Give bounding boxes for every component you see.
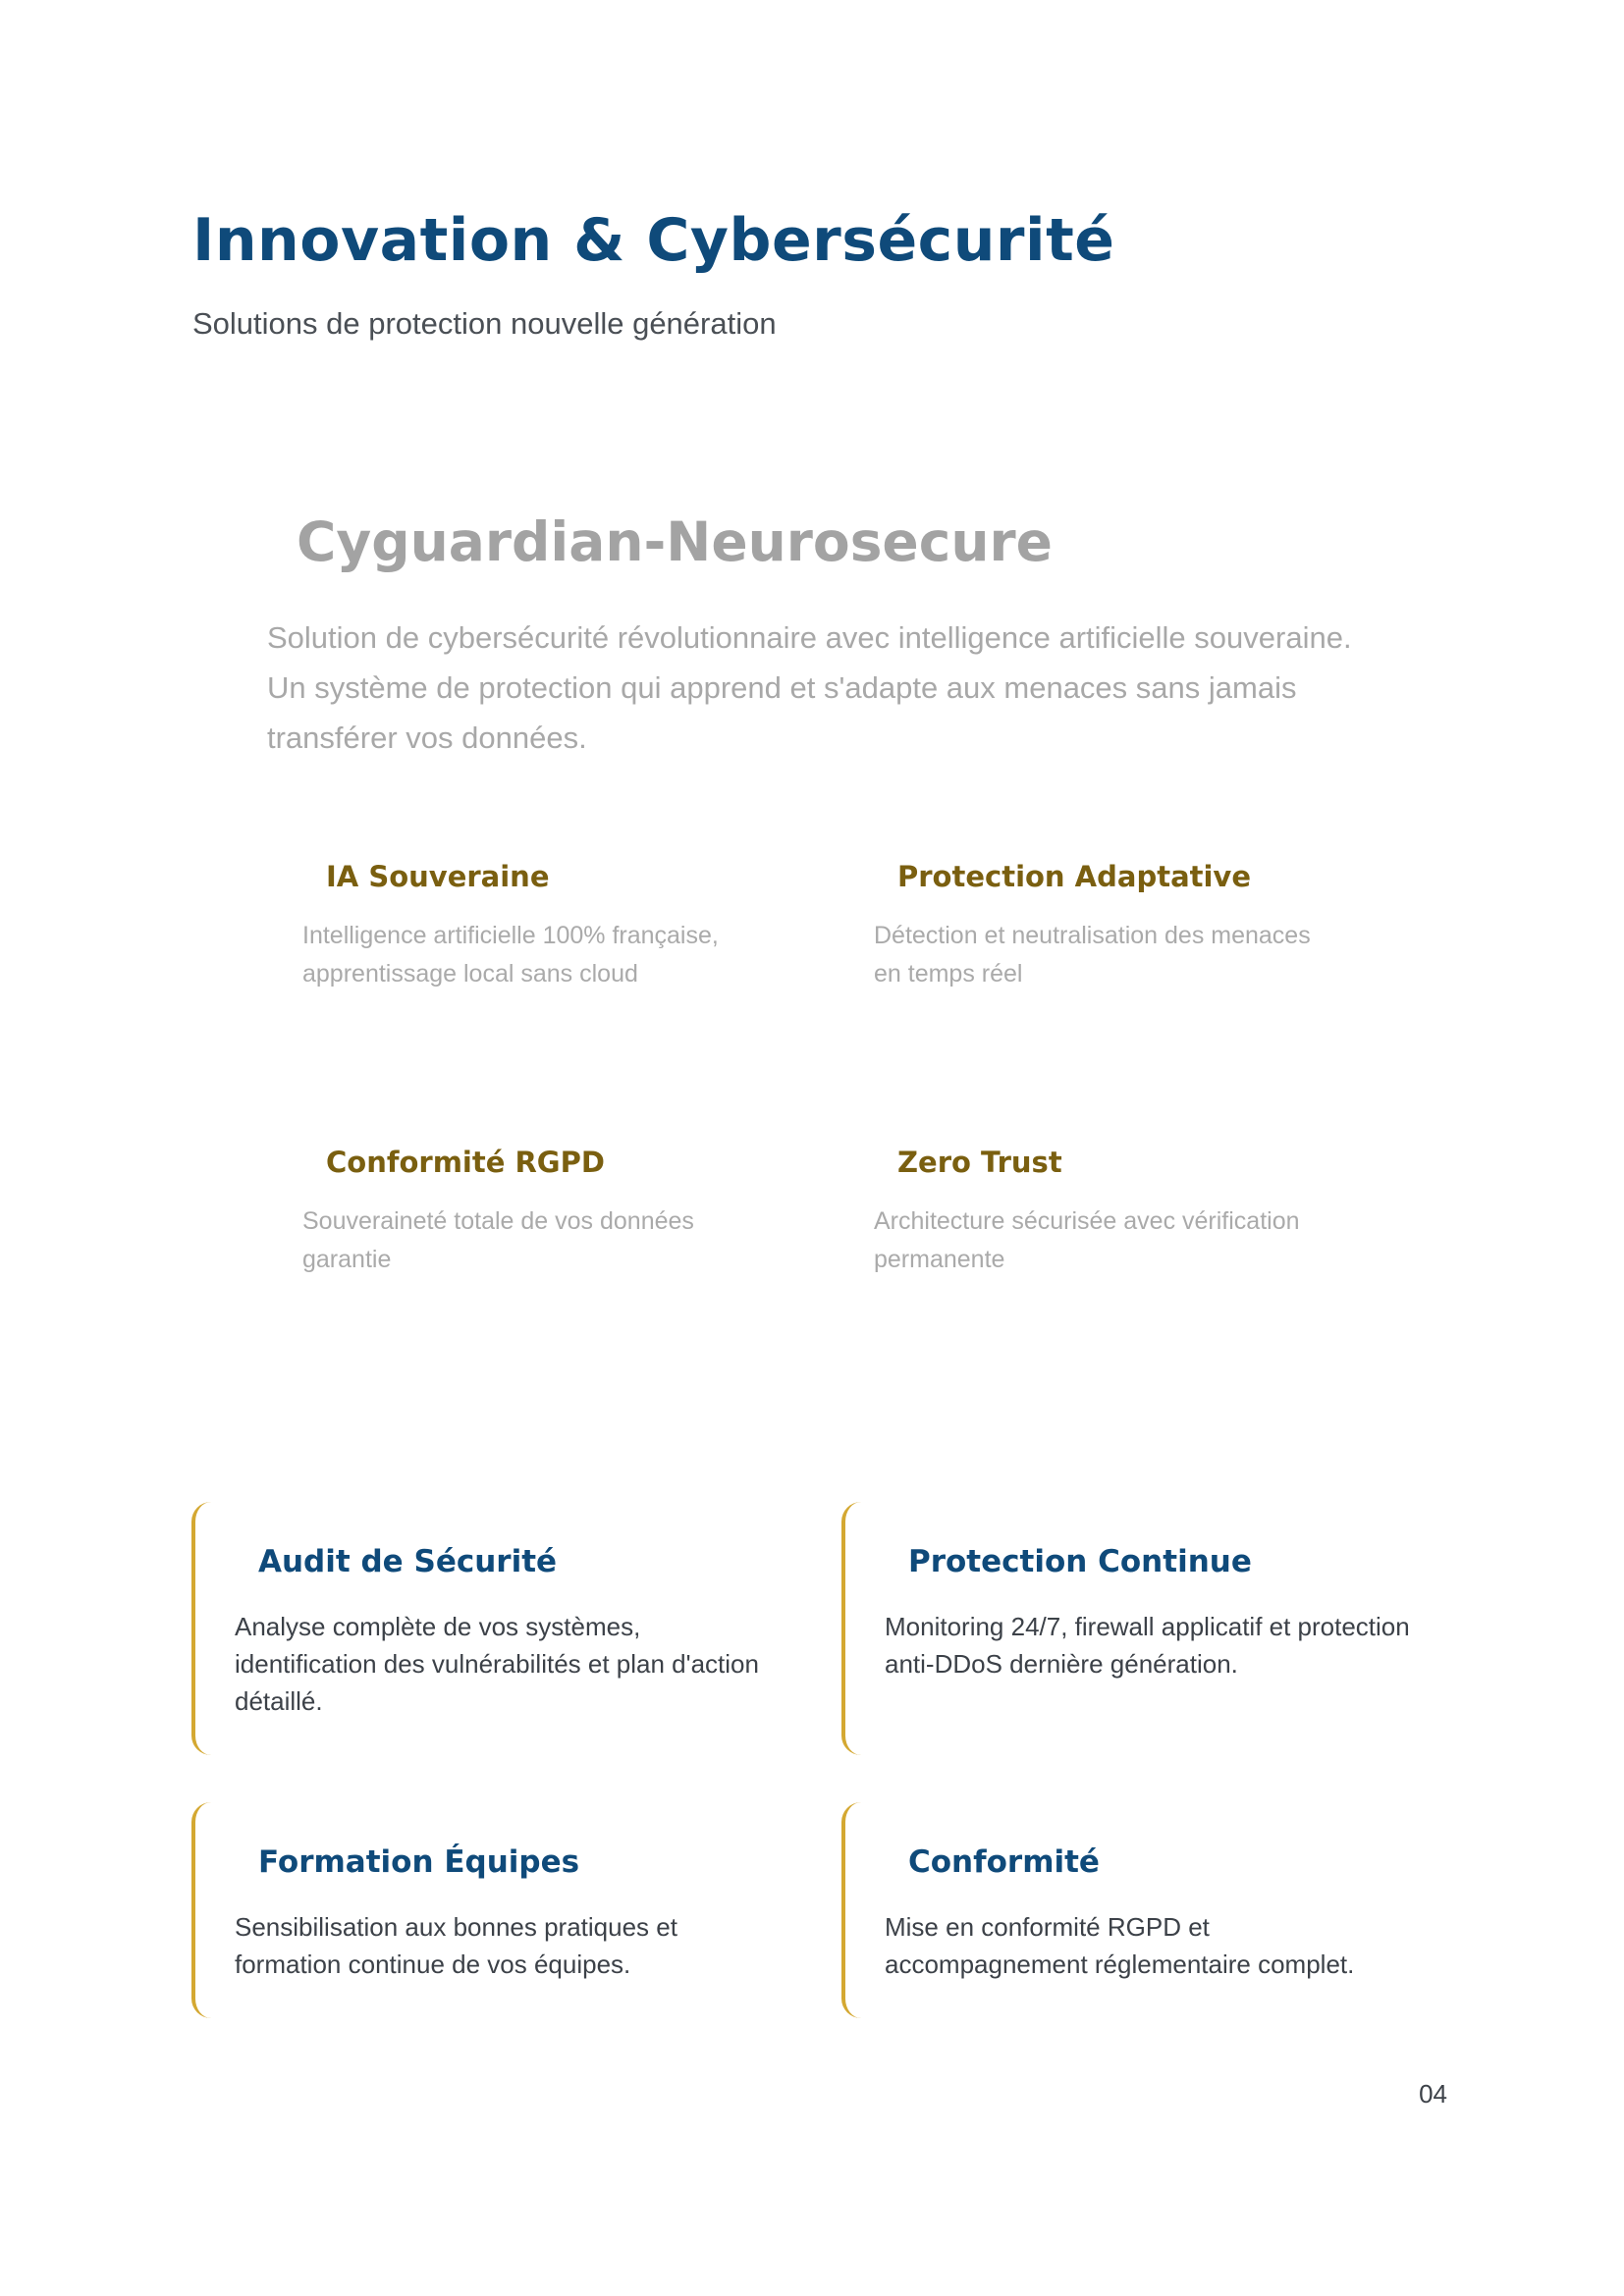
service-card bbox=[841, 1802, 1440, 2018]
service-title: Protection Continue bbox=[908, 1544, 1252, 1579]
service-card-accent-border bbox=[191, 1802, 211, 2018]
feature-card bbox=[302, 1142, 764, 1279]
feature-description: Intelligence artificielle 100% française, apprentissage local sans cloud bbox=[302, 922, 719, 988]
service-title: Conformité bbox=[908, 1844, 1100, 1880]
service-card-accent-border bbox=[841, 1502, 861, 1755]
service-card bbox=[191, 1502, 790, 1755]
feature-card bbox=[302, 856, 764, 993]
feature-title: Protection Adaptative bbox=[897, 860, 1252, 893]
feature-description: Architecture sécurisée avec vérification permanente bbox=[874, 1207, 1300, 1273]
product-description: Solution de cybersécurité révolutionnaire avec intelligence artificielle souveraine. Un système de protection qui apprend et s'adapte aux menaces sans jamais transférer vos données. bbox=[267, 620, 1352, 755]
feature-card bbox=[874, 1142, 1335, 1279]
service-title: Formation Équipes bbox=[258, 1844, 580, 1880]
page-title: Innovation & Cybersécurité bbox=[192, 206, 1115, 275]
service-card-accent-border bbox=[191, 1502, 211, 1755]
service-description: Monitoring 24/7, firewall applicatif et protection anti-DDoS dernière génération. bbox=[885, 1612, 1410, 1679]
feature-title: Zero Trust bbox=[897, 1146, 1062, 1179]
service-card-accent-border bbox=[841, 1802, 861, 2018]
feature-description: Détection et neutralisation des menaces en temps réel bbox=[874, 922, 1311, 988]
service-description: Analyse complète de vos systèmes, identification des vulnérabilités et plan d'action détaillé. bbox=[235, 1612, 759, 1716]
service-description: Mise en conformité RGPD et accompagnement réglementaire complet. bbox=[885, 1912, 1355, 1979]
service-description: Sensibilisation aux bonnes pratiques et formation continue de vos équipes. bbox=[235, 1912, 677, 1979]
feature-description: Souveraineté totale de vos données garantie bbox=[302, 1207, 694, 1273]
product-title: Cyguardian-Neurosecure bbox=[297, 510, 1053, 573]
service-title: Audit de Sécurité bbox=[258, 1544, 558, 1579]
feature-card bbox=[874, 856, 1335, 993]
page-number: 04 bbox=[1419, 2079, 1447, 2109]
feature-title: Conformité RGPD bbox=[326, 1146, 605, 1179]
page-subtitle: Solutions de protection nouvelle génération bbox=[192, 306, 777, 341]
service-card bbox=[841, 1502, 1440, 1755]
service-card bbox=[191, 1802, 790, 2018]
feature-title: IA Souveraine bbox=[326, 860, 550, 893]
